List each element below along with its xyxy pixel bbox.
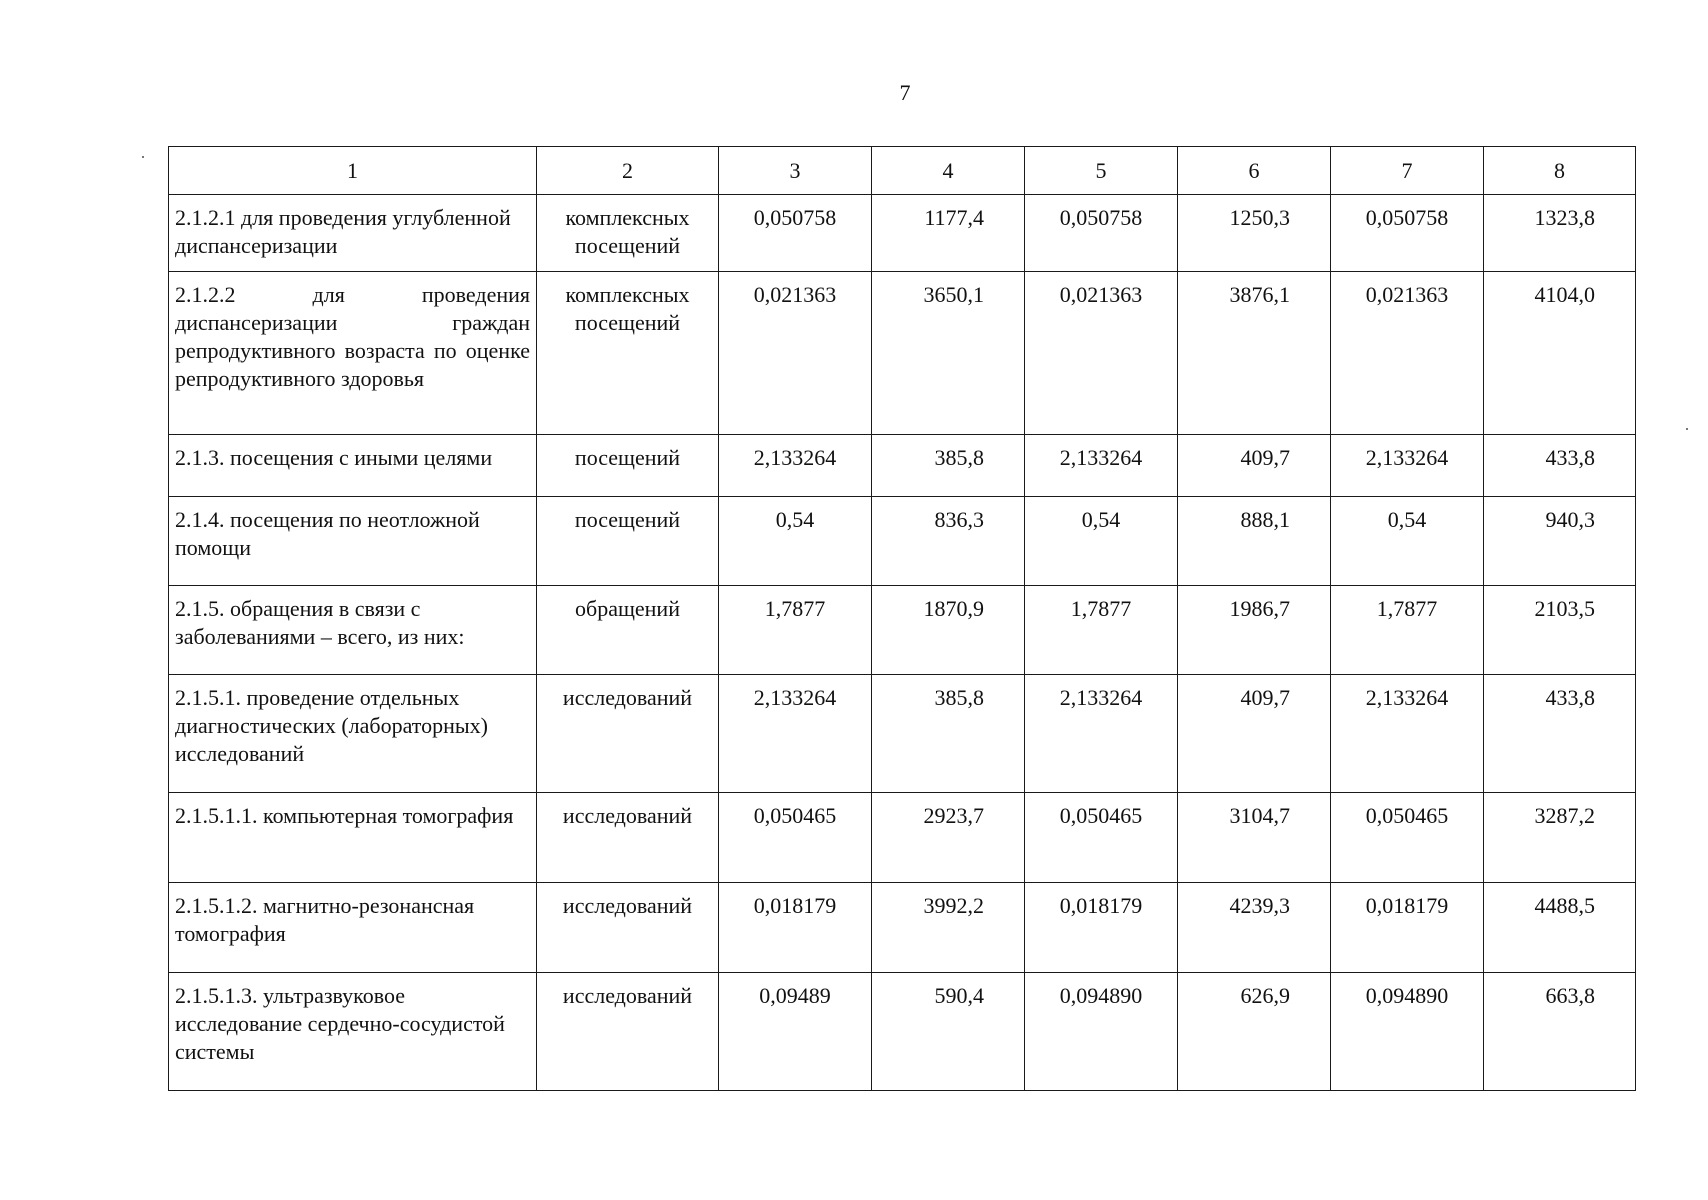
row-unit-cell: исследований bbox=[537, 793, 719, 883]
row-value-cell: 2103,5 bbox=[1484, 586, 1636, 675]
row-value-cell: 0,021363 bbox=[1331, 272, 1484, 435]
row-unit-cell: комплексных посещений bbox=[537, 195, 719, 272]
header-cell: 3 bbox=[719, 147, 872, 195]
row-unit-cell: исследований bbox=[537, 675, 719, 793]
table-row bbox=[169, 793, 1636, 883]
row-value-cell: 433,8 bbox=[1484, 435, 1636, 497]
table-header-row bbox=[169, 147, 1636, 195]
row-value-cell: 940,3 bbox=[1484, 497, 1636, 586]
header-cell: 1 bbox=[169, 147, 537, 195]
row-value-cell: 3876,1 bbox=[1178, 272, 1331, 435]
row-value-cell: 0,050758 bbox=[1025, 195, 1178, 272]
row-value-cell: 2,133264 bbox=[1331, 435, 1484, 497]
row-name-cell: 2.1.5.1.1. компьютерная томография bbox=[169, 793, 537, 883]
row-name-cell: 2.1.5.1.3. ультразвуковое исследование сердечно-сосудистой системы bbox=[169, 973, 537, 1091]
row-value-cell: 4104,0 bbox=[1484, 272, 1636, 435]
header-cell: 8 bbox=[1484, 147, 1636, 195]
row-value-cell: 2923,7 bbox=[872, 793, 1025, 883]
header-cell: 7 bbox=[1331, 147, 1484, 195]
row-value-cell: 0,021363 bbox=[1025, 272, 1178, 435]
row-name-cell: 2.1.5. обращения в связи с заболеваниями – всего, из них: bbox=[169, 586, 537, 675]
row-value-cell: 0,54 bbox=[1331, 497, 1484, 586]
row-value-cell: 0,018179 bbox=[719, 883, 872, 973]
row-value-cell: 409,7 bbox=[1178, 675, 1331, 793]
row-name-cell: 2.1.5.1.2. магнитно-резонансная томография bbox=[169, 883, 537, 973]
row-value-cell: 385,8 bbox=[872, 435, 1025, 497]
row-value-cell: 3992,2 bbox=[872, 883, 1025, 973]
row-value-cell: 1250,3 bbox=[1178, 195, 1331, 272]
row-value-cell: 1,7877 bbox=[1025, 586, 1178, 675]
row-value-cell: 2,133264 bbox=[719, 435, 872, 497]
row-value-cell: 433,8 bbox=[1484, 675, 1636, 793]
row-value-cell: 888,1 bbox=[1178, 497, 1331, 586]
table-row bbox=[169, 435, 1636, 497]
row-value-cell: 0,54 bbox=[719, 497, 872, 586]
scan-speck bbox=[142, 156, 144, 158]
table-row bbox=[169, 272, 1636, 435]
row-name-cell: 2.1.2.1 для проведения углубленной диспансеризации bbox=[169, 195, 537, 272]
row-value-cell: 1177,4 bbox=[872, 195, 1025, 272]
row-value-cell: 0,050758 bbox=[1331, 195, 1484, 272]
row-unit-cell: исследований bbox=[537, 973, 719, 1091]
row-name-cell: 2.1.4. посещения по неотложной помощи bbox=[169, 497, 537, 586]
table-row bbox=[169, 883, 1636, 973]
row-value-cell: 409,7 bbox=[1178, 435, 1331, 497]
row-name-cell: 2.1.5.1. проведение отдельных диагностических (лабораторных) исследований bbox=[169, 675, 537, 793]
row-unit-cell: исследований bbox=[537, 883, 719, 973]
row-value-cell: 626,9 bbox=[1178, 973, 1331, 1091]
table-row bbox=[169, 195, 1636, 272]
row-value-cell: 0,09489 bbox=[719, 973, 872, 1091]
data-table bbox=[168, 146, 1636, 1091]
row-value-cell: 1,7877 bbox=[1331, 586, 1484, 675]
row-unit-cell: посещений bbox=[537, 435, 719, 497]
row-value-cell: 3650,1 bbox=[872, 272, 1025, 435]
row-unit-cell: посещений bbox=[537, 497, 719, 586]
row-value-cell: 0,050465 bbox=[1331, 793, 1484, 883]
row-value-cell: 4488,5 bbox=[1484, 883, 1636, 973]
row-value-cell: 4239,3 bbox=[1178, 883, 1331, 973]
row-value-cell: 2,133264 bbox=[1025, 435, 1178, 497]
row-value-cell: 385,8 bbox=[872, 675, 1025, 793]
row-value-cell: 2,133264 bbox=[1331, 675, 1484, 793]
row-value-cell: 0,018179 bbox=[1025, 883, 1178, 973]
row-value-cell: 2,133264 bbox=[1025, 675, 1178, 793]
row-value-cell: 0,021363 bbox=[719, 272, 872, 435]
row-value-cell: 590,4 bbox=[872, 973, 1025, 1091]
row-value-cell: 663,8 bbox=[1484, 973, 1636, 1091]
page-number-text: 7 bbox=[899, 80, 911, 105]
row-name-cell: 2.1.3. посещения с иными целями bbox=[169, 435, 537, 497]
row-value-cell: 1870,9 bbox=[872, 586, 1025, 675]
row-unit-cell: комплексных посещений bbox=[537, 272, 719, 435]
row-value-cell: 836,3 bbox=[872, 497, 1025, 586]
row-value-cell: 1986,7 bbox=[1178, 586, 1331, 675]
row-name-cell: 2.1.2.2 для проведения диспансеризации граждан репродуктивного возраста по оценке репродуктивного здоровья bbox=[169, 272, 537, 435]
row-value-cell: 0,050758 bbox=[719, 195, 872, 272]
row-unit-cell: обращений bbox=[537, 586, 719, 675]
row-value-cell: 0,094890 bbox=[1025, 973, 1178, 1091]
table-row bbox=[169, 586, 1636, 675]
header-cell: 2 bbox=[537, 147, 719, 195]
row-value-cell: 0,018179 bbox=[1331, 883, 1484, 973]
table-row bbox=[169, 675, 1636, 793]
table-row bbox=[169, 497, 1636, 586]
row-value-cell: 0,050465 bbox=[719, 793, 872, 883]
row-value-cell: 0,54 bbox=[1025, 497, 1178, 586]
header-cell: 6 bbox=[1178, 147, 1331, 195]
row-value-cell: 2,133264 bbox=[719, 675, 872, 793]
row-value-cell: 1323,8 bbox=[1484, 195, 1636, 272]
row-value-cell: 0,050465 bbox=[1025, 793, 1178, 883]
table-row bbox=[169, 973, 1636, 1091]
header-cell: 4 bbox=[872, 147, 1025, 195]
row-value-cell: 3287,2 bbox=[1484, 793, 1636, 883]
row-value-cell: 0,094890 bbox=[1331, 973, 1484, 1091]
scan-speck bbox=[1686, 428, 1688, 430]
row-value-cell: 1,7877 bbox=[719, 586, 872, 675]
row-value-cell: 3104,7 bbox=[1178, 793, 1331, 883]
header-cell: 5 bbox=[1025, 147, 1178, 195]
